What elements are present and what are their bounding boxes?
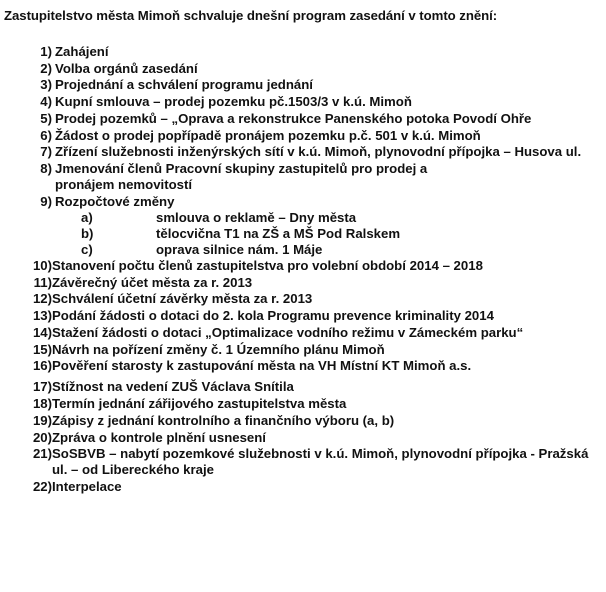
item-number: 3): [40, 77, 52, 93]
item-text: Návrh na pořízení změny č. 1 Územního plánu Mimoň: [52, 341, 385, 357]
sub-item-text: tělocvična T1 na ZŠ a MŠ Pod Ralskem: [156, 226, 401, 242]
item-text: SoSBVB – nabytí pozemkové služebnosti v k.ú. Mimoň, plynovodní přípojka - Pražská ul. – od Libereckého kraje: [52, 446, 589, 478]
item-number: 5): [40, 110, 52, 126]
item-number: 9): [40, 193, 52, 209]
item-text: Volba orgánů zasedání: [55, 60, 198, 76]
list-item: [0, 128, 606, 144]
item-number: 18): [32, 396, 52, 412]
item-number: 2): [40, 60, 52, 76]
item-text: Termín jednání zářijového zastupitelstva města: [52, 396, 347, 412]
sub-item-letter: a): [81, 210, 93, 226]
list-item: [0, 77, 606, 93]
agenda-list: [0, 44, 606, 495]
item-number: 1): [40, 44, 52, 59]
item-number: 7): [40, 144, 52, 160]
list-item: [0, 61, 606, 77]
sub-item-text: smlouva o reklamě – Dny města: [156, 210, 357, 226]
item-number: 13): [32, 308, 52, 324]
list-item: [0, 325, 606, 341]
item-number: 14): [32, 324, 52, 340]
item-number: 16): [32, 358, 52, 374]
sub-item: [0, 242, 606, 258]
item-text: Závěrečný účet města za r. 2013: [52, 274, 253, 290]
list-item: [0, 111, 606, 127]
item-number: 10): [32, 258, 52, 274]
item-number: 15): [32, 341, 52, 357]
item-text: Kupní smlouva – prodej pozemku pč.1503/3 v k.ú. Mimoň: [55, 94, 412, 110]
item-number: 4): [40, 94, 52, 110]
list-item: [0, 44, 606, 60]
document-heading: Zastupitelstvo města Mimoň schvaluje dnešní program zasedání v tomto znění:: [4, 8, 498, 23]
item-text: Rozpočtové změny: [55, 193, 175, 209]
item-text: Zápisy z jednání kontrolního a finančního výboru (a, b): [52, 412, 395, 428]
item-number: 12): [32, 291, 52, 307]
item-number: 20): [32, 429, 52, 445]
list-item: [0, 396, 606, 412]
item-number: 22): [32, 479, 52, 495]
item-text: Žádost o prodej popřípadě pronájem pozemku p.č. 501 v k.ú. Mimoň: [55, 127, 481, 143]
item-text: Jmenování členů Pracovní skupiny zastupitelů pro prodej a pronájem nemovitostí: [55, 160, 428, 193]
list-item: [0, 194, 606, 210]
sub-item-letter: b): [81, 226, 94, 242]
list-item: [0, 446, 606, 478]
list-item: [0, 275, 606, 291]
item-number: 8): [40, 160, 52, 176]
item-number: 19): [32, 412, 52, 428]
list-item: [0, 144, 606, 160]
item-text: Zahájení: [55, 44, 109, 59]
item-number: 11): [33, 274, 52, 290]
item-text: Schválení účetní závěrky města za r. 2013: [52, 291, 313, 307]
sub-item-letter: c): [81, 242, 93, 258]
sub-item: [0, 210, 606, 226]
item-text: Stažení žádosti o dotaci „Optimalizace vodního režimu v Zámeckém parku“: [52, 324, 524, 340]
sub-item-text: oprava silnice nám. 1 Máje: [156, 242, 323, 258]
sub-item: [0, 226, 606, 242]
item-text: Podání žádosti o dotaci do 2. kola Programu prevence kriminality 2014: [52, 308, 494, 324]
item-text: Stanovení počtu členů zastupitelstva pro volební období 2014 – 2018: [52, 258, 483, 274]
list-item: [0, 413, 606, 429]
list-item: [0, 94, 606, 110]
item-text: Zpráva o kontrole plnění usnesení: [52, 429, 266, 445]
item-text: Interpelace: [52, 479, 122, 495]
list-item: [0, 379, 606, 395]
list-item: [0, 358, 606, 374]
list-item: [0, 291, 606, 307]
list-item: [0, 479, 606, 495]
list-item: [0, 258, 606, 274]
item-number: 6): [40, 127, 52, 143]
item-text: Stížnost na vedení ZUŠ Václava Snítila: [52, 379, 294, 395]
list-item: [0, 308, 606, 324]
item-text: Zřízení služebnosti inženýrských sítí v k.ú. Mimoň, plynovodní přípojka – Husova ul.: [55, 144, 582, 160]
item-text: Pověření starosty k zastupování města na VH Místní KT Mimoň a.s.: [52, 358, 472, 374]
list-item: [0, 161, 606, 193]
item-number: 21): [32, 446, 52, 462]
item-number: 17): [32, 379, 52, 395]
item-text: Projednání a schválení programu jednání: [55, 77, 313, 93]
list-item: [0, 342, 606, 358]
list-item: [0, 430, 606, 446]
item-text: Prodej pozemků – „Oprava a rekonstrukce Panenského potoka Povodí Ohře: [55, 110, 532, 126]
